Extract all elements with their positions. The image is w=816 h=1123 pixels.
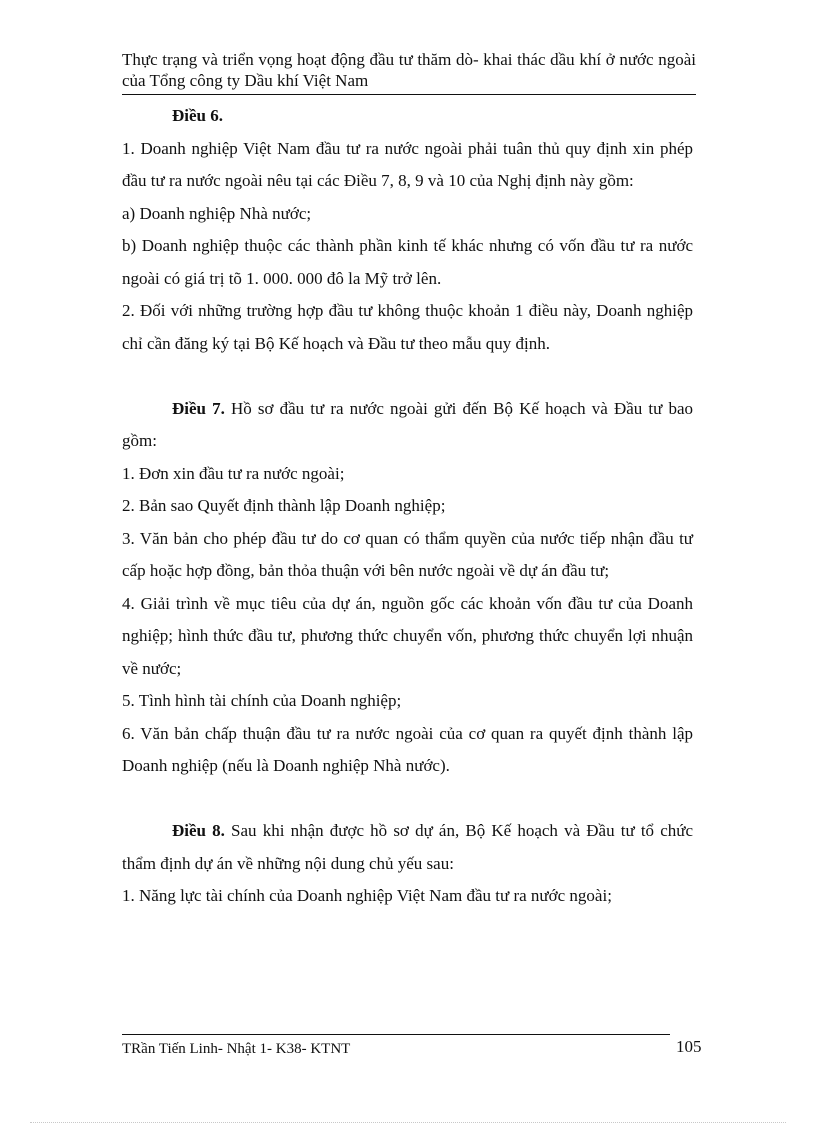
paragraph-spacer [122,783,693,816]
article7-item-6: 6. Văn bản chấp thuận đầu tư ra nước ngoài của cơ quan ra quyết định thành lập Doanh nghiệp (nếu là Doanh nghiệp Nhà nước). [122,723,693,775]
article7-item-5: 5. Tình hình tài chính của Doanh nghiệp; [122,691,402,710]
article7-intro-text: Hồ sơ đầu tư ra nước ngoài gửi đến Bộ Kế hoạch và Đầu tư bao gồm: [122,398,693,450]
article6-paragraph-2: 2. Đối với những trường hợp đầu tư không thuộc khoản 1 điều này, Doanh nghiệp chỉ cần đăng ký tại Bộ Kế hoạch và Đầu tư theo mẫu quy định. [122,301,693,353]
article6-heading: Điều 6. [172,106,223,125]
article8-heading: Điều 8. [172,821,225,840]
header-divider [122,94,696,95]
running-header: Thực trạng và triển vọng hoạt động đầu tư thăm dò- khai thác dầu khí ở nước ngoài của Tổng công ty Dầu khí Việt Nam [122,50,696,90]
footer-divider [122,1034,670,1035]
article8-intro [122,815,693,880]
article7-heading: Điều 7. [172,398,225,418]
article7-item-1: 1. Đơn xin đầu tư ra nước ngoài; [122,463,345,483]
article6-item-a: a) Doanh nghiệp Nhà nước; [122,203,312,223]
article7-item-3: 3. Văn bản cho phép đầu tư do cơ quan có thẩm quyền của nước tiếp nhận đầu tư cấp hoặc hợp đồng, bản thỏa thuận với bên nước ngoài về dự án đầu tư; [122,528,693,580]
article6-paragraph-1: 1. Doanh nghiệp Việt Nam đầu tư ra nước ngoài phải tuân thủ quy định xin phép đầu tư ra nước ngoài nêu tại các Điều 7, 8, 9 và 10 của Nghị định này gồm: [122,138,693,190]
article7-item-2: 2. Bản sao Quyết định thành lập Doanh nghiệp; [122,496,446,515]
footer-author: TRần Tiến Linh- Nhật 1- K38- KTNT [122,1041,351,1057]
page-number: 105 [676,1037,702,1056]
article8-intro-text: Sau khi nhận được hồ sơ dự án, Bộ Kế hoạch và Đầu tư tổ chức thẩm định dự án về những nội dung chủ yếu sau: [122,821,694,873]
article8-item-1: 1. Năng lực tài chính của Doanh nghiệp Việt Nam đầu tư ra nước ngoài; [122,886,612,905]
article7-item-4: 4. Giải trình về mục tiêu của dự án, nguồn gốc các khoản vốn đầu tư của Doanh nghiệp; hình thức đầu tư, phương thức chuyển vốn, phương thức chuyển lợi nhuận về nước; [122,593,693,678]
document-body [122,100,693,913]
paragraph-spacer [122,360,693,393]
article7-intro [122,393,693,458]
article6-item-b: b) Doanh nghiệp thuộc các thành phần kinh tế khác nhưng có vốn đầu tư ra nước ngoài có giá trị tõ 1. 000. 000 đô la Mỹ trở lên. [122,236,693,288]
